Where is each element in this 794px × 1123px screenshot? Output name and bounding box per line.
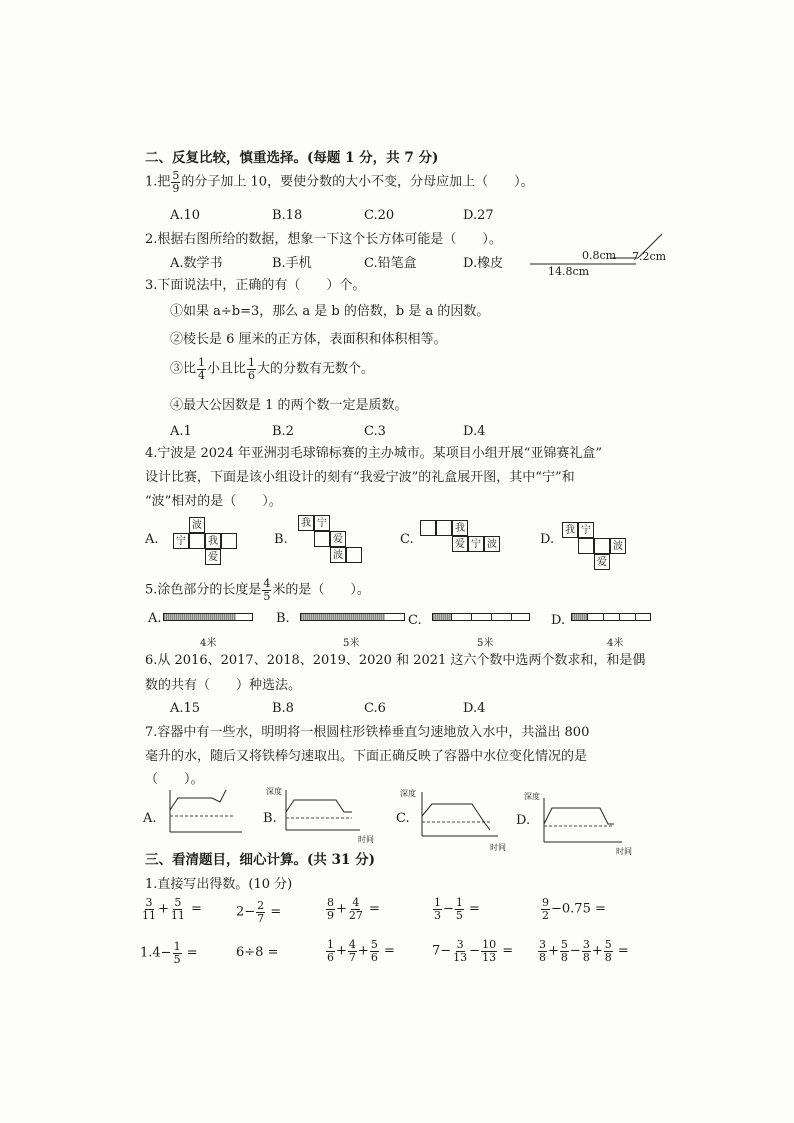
- calc-3: $\frac{8}{9}$ + $\frac{4}{27}$ =: [327, 896, 380, 922]
- bar-c-caption: 5米: [477, 638, 494, 649]
- question-6-line-1: 6.从 2016、2017、2018、2019、2020 和 2021 这六个数中选两个数求和，和是偶: [145, 653, 646, 668]
- net-cell: [346, 547, 362, 563]
- q6-option-d[interactable]: D.4: [463, 701, 486, 716]
- net-cell: [420, 520, 436, 536]
- question-7-line-1: 7.容器中有一些水，明明将一根圆柱形铁棒垂直匀速地放入水中，共溢出 800: [145, 725, 590, 740]
- statement-2: ②棱长是 6 厘米的正方体，表面积和体积相等。: [170, 332, 447, 347]
- calc-6: 1.4− $\frac{1}{5}$ =: [140, 940, 198, 966]
- net-cell: 爱: [330, 531, 346, 547]
- bar-c-label[interactable]: C.: [408, 613, 422, 628]
- section-2-title: 二、反复比较，慎重选择。(每题 1 分，共 7 分): [145, 150, 439, 166]
- shaded-part: [433, 614, 452, 620]
- fraction: $\frac{4}{5}$: [263, 577, 271, 603]
- q2-option-b[interactable]: B.手机: [272, 256, 312, 271]
- net-cell: 宁: [578, 522, 594, 538]
- question-6-line-2: 数的共有（ ）种选法。: [145, 678, 302, 693]
- bar-b-caption: 5米: [343, 638, 360, 649]
- net-cell: [221, 533, 237, 549]
- question-4-line-3: “波”相对的是（ ）。: [145, 494, 282, 509]
- question-1: 1.把 $\frac{5}{9}$ 的分子加上 10，要使分数的大小不变，分母应加上（ ）。: [145, 169, 534, 195]
- graph-d-ylabel: 深度: [524, 792, 540, 801]
- q6-option-b[interactable]: B.8: [272, 701, 294, 716]
- fraction: $\frac{5}{9}$: [172, 169, 180, 195]
- bar-b: [300, 613, 405, 621]
- net-cell: [189, 533, 205, 549]
- graph-c-label[interactable]: C.: [396, 811, 410, 826]
- graph-b-label[interactable]: B.: [263, 811, 277, 826]
- q1-option-a[interactable]: A.10: [170, 208, 201, 223]
- section-3-title: 三、看清题目，细心计算。(共 31 分): [145, 852, 375, 868]
- net-cell: [436, 520, 452, 536]
- graph-d-label[interactable]: D.: [516, 813, 531, 828]
- dim-width: 7.2cm: [632, 250, 667, 263]
- q3-option-d[interactable]: D.4: [463, 424, 486, 439]
- net-cell: 我: [562, 522, 578, 538]
- fraction: $\frac{1}{6}$: [248, 356, 256, 382]
- dim-height: 0.8cm: [582, 249, 617, 262]
- shaded-part: [572, 614, 588, 620]
- net-cell: [594, 538, 610, 554]
- net-cell: 我: [452, 520, 468, 536]
- graph-b-xlabel: 时间: [358, 835, 374, 844]
- bar-a-label[interactable]: A.: [148, 611, 162, 626]
- bar-c: [432, 613, 530, 621]
- bar-b-label[interactable]: B.: [276, 611, 290, 626]
- bar-d-label[interactable]: D.: [551, 613, 566, 628]
- graph-a: [164, 786, 244, 838]
- net-cell: [314, 531, 330, 547]
- statement-4: ④最大公因数是 1 的两个数一定是质数。: [170, 398, 408, 413]
- q1-option-c[interactable]: C.20: [364, 208, 395, 223]
- statement-3: ③比 $\frac{1}{4}$ 小且比 $\frac{1}{6}$ 大的分数有无数个。: [170, 356, 375, 382]
- graph-c-ylabel: 深度: [400, 789, 416, 798]
- net-cell: 波: [189, 517, 205, 533]
- net-b-label[interactable]: B.: [274, 532, 288, 547]
- q2-option-d[interactable]: D.橡皮: [463, 256, 504, 271]
- q1-option-b[interactable]: B.18: [272, 208, 303, 223]
- calc-7: 6÷8 =: [236, 945, 279, 960]
- graph-a-label[interactable]: A.: [143, 811, 157, 826]
- q1-option-d[interactable]: D.27: [463, 208, 494, 223]
- net-cell: 宁: [468, 536, 484, 552]
- net-cell: 爱: [594, 554, 610, 570]
- calc-5: $\frac{9}{2}$ −0.75 =: [542, 896, 606, 922]
- q2-option-c[interactable]: C.铅笔盒: [364, 256, 417, 271]
- calc-2: 2− $\frac{2}{7}$ =: [236, 899, 282, 925]
- net-cell: 波: [610, 538, 626, 554]
- shaded-part: [164, 614, 236, 620]
- calc-8: $\frac{1}{6}$ + $\frac{4}{7}$ + $\frac{5}{6}$ =: [327, 938, 395, 964]
- question-7-line-2: 毫升的水，随后又将铁棒匀速取出。下面正确反映了容器中水位变化情况的是: [145, 749, 588, 764]
- calc-4: $\frac{1}{3}$ − $\frac{1}{5}$ =: [434, 896, 480, 922]
- net-c-label[interactable]: C.: [400, 532, 414, 547]
- graph-b: [280, 788, 362, 840]
- question-4-line-2: 设计比赛，下面是该小组设计的刻有“我爱宁波”的礼盒展开图，其中“宁”和: [145, 470, 575, 485]
- graph-b-ylabel: 深度: [266, 787, 282, 796]
- fraction: $\frac{1}{4}$: [198, 356, 206, 382]
- question-3: 3.下面说法中，正确的有（ ）个。: [145, 278, 366, 293]
- q3-option-b[interactable]: B.2: [272, 424, 294, 439]
- net-cell: 波: [484, 536, 500, 552]
- net-cell: 宁: [314, 515, 330, 531]
- sub-question-1: 1.直接写出得数。(10 分): [145, 877, 293, 892]
- q2-option-a[interactable]: A.数学书: [170, 256, 223, 271]
- graph-c: [416, 790, 500, 842]
- dim-length: 14.8cm: [548, 265, 590, 278]
- net-a-label[interactable]: A.: [145, 532, 159, 547]
- bar-d: [571, 613, 651, 621]
- net-cell: 爱: [452, 536, 468, 552]
- net-cell: [578, 538, 594, 554]
- bar-a: [163, 613, 253, 621]
- net-cell: 我: [298, 515, 314, 531]
- bar-d-caption: 4米: [607, 638, 624, 649]
- net-cell: 爱: [205, 549, 221, 565]
- net-cell: 宁: [173, 533, 189, 549]
- net-cell: 我: [205, 533, 221, 549]
- calc-1: $\frac{3}{11}$ + $\frac{5}{11}$ =: [142, 896, 202, 922]
- graph-d-xlabel: 时间: [616, 847, 632, 856]
- question-2: 2.根据右图所给的数据，想象一下这个长方体可能是（ ）。: [145, 232, 502, 247]
- question-5: 5.涂色部分的长度是 $\frac{4}{5}$ 米的是（ ）。: [145, 577, 370, 603]
- calc-9: 7− $\frac{3}{13}$ − $\frac{10}{13}$ =: [432, 938, 514, 964]
- net-cell: 波: [330, 547, 346, 563]
- shaded-part: [301, 614, 385, 620]
- bar-a-caption: 4米: [200, 638, 217, 649]
- q6-option-a[interactable]: A.15: [170, 701, 201, 716]
- statement-1: ①如果 a÷b=3，那么 a 是 b 的倍数，b 是 a 的因数。: [170, 304, 490, 319]
- question-7-line-3: （ ）。: [145, 772, 204, 787]
- q3-option-a[interactable]: A.1: [170, 424, 192, 439]
- question-4-line-1: 4.宁波是 2024 年亚洲羽毛球锦标赛的主办城市。某项目小组开展“亚锦赛礼盒”: [145, 446, 603, 461]
- graph-d: [538, 796, 624, 848]
- q3-option-c[interactable]: C.3: [364, 424, 386, 439]
- calc-10: $\frac{3}{8}$ + $\frac{5}{8}$ − $\frac{3}{8}$ + $\frac{5}{8}$ =: [539, 938, 629, 964]
- q6-option-c[interactable]: C.6: [364, 701, 386, 716]
- graph-c-xlabel: 时间: [490, 843, 506, 852]
- net-d-label[interactable]: D.: [540, 532, 555, 547]
